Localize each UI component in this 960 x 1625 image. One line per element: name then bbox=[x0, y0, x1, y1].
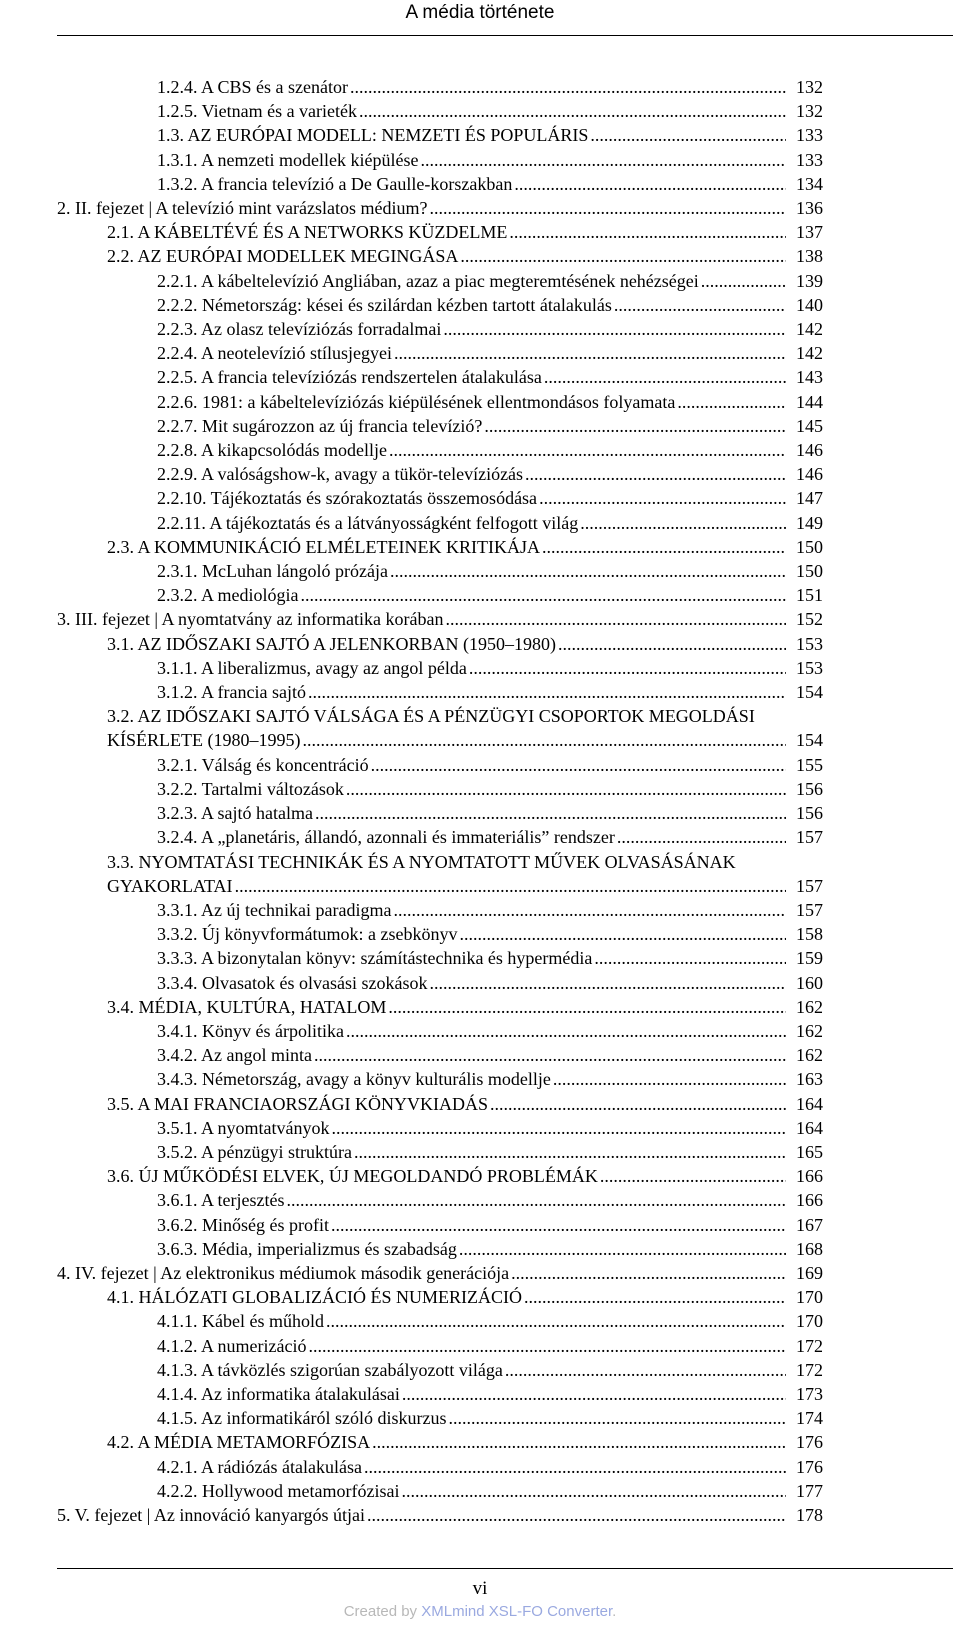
toc-page-number: 157 bbox=[796, 875, 823, 896]
toc-entry-title: 3.2.3. A sajtó hatalma bbox=[157, 803, 313, 824]
toc-page-number: 132 bbox=[796, 101, 823, 122]
credit-suffix: . bbox=[612, 1603, 617, 1620]
toc-entry-title: 3.5.2. A pénzügyi struktúra bbox=[157, 1141, 352, 1162]
toc-page-number: 174 bbox=[796, 1408, 823, 1429]
toc-entry[interactable] bbox=[57, 123, 823, 147]
converter-credit bbox=[0, 1601, 960, 1623]
toc-page-number: 176 bbox=[796, 1432, 823, 1453]
footer-divider bbox=[57, 1568, 953, 1569]
toc-leader-dots bbox=[617, 825, 786, 849]
toc-leader-dots bbox=[443, 317, 786, 341]
toc-entry-title: 3.4.1. Könyv és árpolitika bbox=[157, 1020, 344, 1041]
toc-leader-dots bbox=[301, 583, 787, 607]
toc-entry-title: 2.3.2. A mediológia bbox=[157, 585, 299, 606]
toc-entry[interactable] bbox=[57, 244, 823, 268]
toc-page-number: 139 bbox=[796, 270, 823, 291]
toc-entry[interactable] bbox=[57, 365, 823, 389]
toc-leader-dots bbox=[445, 607, 786, 631]
toc-entry-title: 2.3. A KOMMUNIKÁCIÓ ELMÉLETEINEK KRITIKÁJA bbox=[107, 536, 540, 557]
toc-entry-continuation: KÍSÉRLETE (1980–1995) bbox=[107, 730, 301, 751]
toc-leader-dots bbox=[701, 269, 786, 293]
toc-page-number: 166 bbox=[796, 1166, 823, 1187]
toc-entry[interactable] bbox=[57, 269, 823, 293]
toc-leader-dots bbox=[490, 1092, 786, 1116]
toc-page-number: 170 bbox=[796, 1311, 823, 1332]
toc-entry-title: 3.3.2. Új könyvformátumok: a zsebkönyv bbox=[157, 924, 458, 945]
toc-page-number: 151 bbox=[796, 585, 823, 606]
toc-leader-dots bbox=[401, 1479, 786, 1503]
header-divider bbox=[57, 35, 953, 36]
toc-entry[interactable] bbox=[57, 172, 823, 196]
page-number: vi bbox=[472, 1578, 488, 1599]
toc-entry[interactable] bbox=[57, 317, 823, 341]
toc-page-number: 154 bbox=[796, 730, 823, 751]
toc-leader-dots bbox=[558, 632, 786, 656]
toc-leader-dots bbox=[600, 1164, 786, 1188]
toc-leader-dots bbox=[346, 1019, 786, 1043]
toc-entry[interactable] bbox=[57, 148, 823, 172]
toc-entry[interactable] bbox=[57, 1309, 823, 1333]
toc-entry-title: 2.1. A KÁBELTÉVÉ ÉS A NETWORKS KÜZDELME bbox=[107, 222, 508, 243]
toc-entry-title[interactable]: 3.3. NYOMTATÁSI TECHNIKÁK ÉS A NYOMTATOTT MŰVEK OLVASÁSÁNAK bbox=[107, 851, 736, 872]
toc-entry[interactable] bbox=[57, 535, 823, 559]
toc-entry[interactable] bbox=[57, 632, 823, 656]
toc-leader-dots bbox=[402, 1382, 786, 1406]
toc-page-number: 156 bbox=[796, 778, 823, 799]
toc-leader-dots bbox=[509, 220, 786, 244]
toc-entry-title: 2.2.2. Németország: kései és szilárdan kézben tartott átalakulás bbox=[157, 294, 612, 315]
toc-entry-title: 2.2.9. A valóságshow-k, avagy a tükör-televíziózás bbox=[157, 464, 524, 485]
toc-page-number: 149 bbox=[796, 512, 823, 533]
toc-entry[interactable] bbox=[57, 777, 823, 801]
toc-entry[interactable] bbox=[57, 293, 823, 317]
toc-leader-dots bbox=[553, 1067, 786, 1091]
toc-entry[interactable] bbox=[57, 583, 823, 607]
toc-page-number: 166 bbox=[796, 1190, 823, 1211]
toc-page-number: 132 bbox=[796, 77, 823, 97]
toc-entry-title: 2.2.5. A francia televíziózás rendszertelen átalakulása bbox=[157, 367, 542, 388]
toc-entry-title: 3.2.2. Tartalmi változások bbox=[157, 778, 344, 799]
toc-entry-title: 3.6.3. Média, imperializmus és szabadság bbox=[157, 1238, 457, 1259]
toc-entry[interactable] bbox=[57, 946, 823, 970]
toc-leader-dots bbox=[354, 1140, 786, 1164]
toc-page-number: 152 bbox=[796, 609, 823, 630]
toc-leader-dots bbox=[677, 390, 786, 414]
toc-page-number: 154 bbox=[796, 682, 823, 703]
toc-entry-title: 3.5.1. A nyomtatványok bbox=[157, 1117, 330, 1138]
toc-leader-dots bbox=[614, 293, 786, 317]
toc-entry-title: 4.2. A MÉDIA METAMORFÓZISA bbox=[107, 1432, 371, 1453]
toc-leader-dots bbox=[367, 1503, 786, 1527]
toc-leader-dots bbox=[594, 946, 786, 970]
toc-entry-title: 1.2.5. Vietnam és a varieték bbox=[157, 101, 358, 122]
running-header bbox=[0, 0, 960, 26]
toc-entry[interactable] bbox=[57, 1455, 823, 1479]
toc-page-number: 170 bbox=[796, 1287, 823, 1308]
toc-entry-title: 2.2.7. Mit sugározzon az új francia televízió? bbox=[157, 415, 483, 436]
toc-page-number: 155 bbox=[796, 754, 823, 775]
toc-leader-dots bbox=[315, 801, 786, 825]
toc-entry[interactable] bbox=[57, 414, 823, 438]
toc-page-number: 150 bbox=[796, 536, 823, 557]
toc-entry[interactable] bbox=[57, 390, 823, 414]
toc-entry-title: 2.3.1. McLuhan lángoló prózája bbox=[157, 561, 388, 582]
toc-page-number: 142 bbox=[796, 343, 823, 364]
toc-leader-dots bbox=[459, 1237, 786, 1261]
toc-entry-title: 3.4.2. Az angol minta bbox=[157, 1045, 312, 1066]
toc-page-number: 134 bbox=[796, 173, 823, 194]
toc-entry-title: 3.3.1. Az új technikai paradigma bbox=[157, 899, 392, 920]
toc-leader-dots bbox=[429, 196, 786, 220]
toc-page-number: 163 bbox=[796, 1069, 823, 1090]
toc-page-number: 136 bbox=[796, 198, 823, 219]
toc-entry[interactable] bbox=[57, 559, 823, 583]
toc-entry-title: 2.2.10. Tájékoztatás és szórakoztatás összemosódása bbox=[157, 488, 538, 509]
toc-leader-dots bbox=[314, 1043, 786, 1067]
toc-page-number: 162 bbox=[796, 996, 823, 1017]
credit-brand-link[interactable]: XMLmind XSL-FO Converter bbox=[421, 1603, 613, 1620]
toc-leader-dots bbox=[302, 728, 786, 752]
toc-leader-dots bbox=[420, 148, 786, 172]
toc-leader-dots bbox=[371, 753, 786, 777]
table-of-contents bbox=[57, 75, 823, 1527]
toc-page-number: 158 bbox=[796, 924, 823, 945]
toc-entry[interactable] bbox=[57, 1237, 823, 1261]
toc-page-number: 146 bbox=[796, 440, 823, 461]
toc-entry-title: 4.1.5. Az informatikáról szóló diskurzus bbox=[157, 1408, 447, 1429]
toc-entry[interactable] bbox=[57, 1285, 823, 1309]
toc-leader-dots bbox=[389, 438, 786, 462]
toc-entry-title: 3.6. ÚJ MŰKÖDÉSI ELVEK, ÚJ MEGOLDANDÓ PROBLÉMÁK bbox=[107, 1166, 598, 1187]
toc-entry[interactable] bbox=[57, 1067, 823, 1091]
toc-leader-dots bbox=[505, 1358, 786, 1382]
toc-entry[interactable] bbox=[57, 1406, 823, 1430]
toc-entry-title: 3.6.1. A terjesztés bbox=[157, 1190, 285, 1211]
toc-entry-title: 4.2.2. Hollywood metamorfózisai bbox=[157, 1480, 400, 1501]
toc-entry-title: 4.1.1. Kábel és műhold bbox=[157, 1311, 324, 1332]
toc-entry[interactable] bbox=[57, 1043, 823, 1067]
toc-leader-dots bbox=[484, 414, 786, 438]
toc-page-number: 146 bbox=[796, 464, 823, 485]
toc-entry[interactable] bbox=[57, 438, 823, 462]
toc-page-number: 160 bbox=[796, 972, 823, 993]
toc-entry-title: 1.3.2. A francia televízió a De Gaulle-korszakban bbox=[157, 173, 513, 194]
toc-page-number: 133 bbox=[796, 125, 823, 146]
toc-page-number: 133 bbox=[796, 149, 823, 170]
toc-entry-title: 2.2. AZ EURÓPAI MODELLEK MEGINGÁSA bbox=[107, 246, 459, 267]
toc-leader-dots bbox=[372, 1430, 786, 1454]
toc-entry-title: 3.1. AZ IDŐSZAKI SAJTÓ A JELENKORBAN (1950–1980) bbox=[107, 633, 556, 654]
toc-leader-dots bbox=[390, 559, 786, 583]
toc-entry-title: 4.1.4. Az informatika átalakulásai bbox=[157, 1383, 400, 1404]
toc-entry-title: 2.2.11. A tájékoztatás és a látványosságként felfogott világ bbox=[157, 512, 579, 533]
toc-entry[interactable] bbox=[57, 341, 823, 365]
toc-entry-title: 3.4. MÉDIA, KULTÚRA, HATALOM bbox=[107, 996, 387, 1017]
toc-entry-title: 1.3.1. A nemzeti modellek kiépülése bbox=[157, 149, 419, 170]
toc-page-number: 172 bbox=[796, 1335, 823, 1356]
toc-page-number: 147 bbox=[796, 488, 823, 509]
toc-entry[interactable] bbox=[57, 486, 823, 510]
toc-entry-continuation: GYAKORLATAI bbox=[107, 875, 233, 896]
toc-entry[interactable] bbox=[57, 1188, 823, 1212]
toc-leader-dots bbox=[346, 777, 786, 801]
toc-entry-title: 1.2.4. A CBS és a szenátor bbox=[157, 77, 348, 97]
toc-page-number: 153 bbox=[796, 633, 823, 654]
toc-entry[interactable] bbox=[57, 874, 823, 898]
toc-entry[interactable] bbox=[57, 1164, 823, 1188]
toc-leader-dots bbox=[542, 535, 786, 559]
toc-entry-title: 2.2.1. A kábeltelevízió Angliában, azaz a piac megteremtésének nehézségei bbox=[157, 270, 699, 291]
toc-leader-dots bbox=[514, 172, 786, 196]
toc-leader-dots bbox=[308, 1334, 786, 1358]
toc-page-number: 143 bbox=[796, 367, 823, 388]
toc-page-number: 167 bbox=[796, 1214, 823, 1235]
toc-entry[interactable] bbox=[57, 753, 823, 777]
toc-entry[interactable] bbox=[57, 75, 823, 99]
toc-entry[interactable] bbox=[57, 1261, 823, 1285]
toc-page-number: 162 bbox=[796, 1020, 823, 1041]
toc-page-number: 169 bbox=[796, 1262, 823, 1283]
toc-entry[interactable] bbox=[57, 656, 823, 680]
toc-page-number: 140 bbox=[796, 294, 823, 315]
toc-leader-dots bbox=[393, 898, 786, 922]
toc-entry[interactable] bbox=[57, 995, 823, 1019]
toc-entry[interactable] bbox=[57, 971, 823, 995]
toc-entry-title: 3.5. A MAI FRANCIAORSZÁGI KÖNYVKIADÁS bbox=[107, 1093, 489, 1114]
toc-entry-title: 4.1. HÁLÓZATI GLOBALIZÁCIÓ ÉS NUMERIZÁCIÓ bbox=[107, 1287, 522, 1308]
toc-leader-dots bbox=[511, 1261, 786, 1285]
toc-leader-dots bbox=[388, 995, 786, 1019]
toc-entry[interactable] bbox=[57, 898, 823, 922]
toc-entry-title: 2.2.3. Az olasz televíziózás forradalmai bbox=[157, 319, 442, 340]
toc-entry[interactable] bbox=[57, 462, 823, 486]
toc-leader-dots bbox=[590, 123, 786, 147]
toc-entry-title: 2.2.8. A kikapcsolódás modellje bbox=[157, 440, 387, 461]
toc-leader-dots bbox=[394, 341, 786, 365]
toc-leader-dots bbox=[539, 486, 786, 510]
toc-entry[interactable] bbox=[57, 1116, 823, 1140]
toc-entry[interactable] bbox=[57, 1358, 823, 1382]
toc-leader-dots bbox=[429, 971, 786, 995]
toc-entry[interactable] bbox=[57, 1334, 823, 1358]
toc-page-number: 150 bbox=[796, 561, 823, 582]
toc-leader-dots bbox=[308, 680, 786, 704]
credit-prefix: Created by bbox=[343, 1603, 422, 1620]
toc-page-number: 164 bbox=[796, 1117, 823, 1138]
toc-leader-dots bbox=[525, 462, 786, 486]
toc-entry-title: 3.4.3. Németország, avagy a könyv kulturális modellje bbox=[157, 1069, 551, 1090]
toc-entry[interactable] bbox=[57, 99, 823, 123]
toc-page-number: 137 bbox=[796, 222, 823, 243]
toc-entry[interactable] bbox=[57, 1140, 823, 1164]
toc-page-number: 157 bbox=[796, 827, 823, 848]
toc-entry[interactable] bbox=[57, 1092, 823, 1116]
toc-leader-dots bbox=[332, 1116, 787, 1140]
toc-entry[interactable] bbox=[57, 1019, 823, 1043]
toc-leader-dots bbox=[580, 511, 786, 535]
header-title: A média története bbox=[405, 2, 555, 23]
toc-page-number: 144 bbox=[796, 391, 823, 412]
toc-entry-title: 5. V. fejezet | Az innováció kanyargós útjai bbox=[57, 1504, 366, 1525]
toc-page-number: 178 bbox=[796, 1504, 823, 1525]
toc-page-number: 172 bbox=[796, 1359, 823, 1380]
toc-entry-title: 3.2.4. A „planetáris, állandó, azonnali és immateriális” rendszer bbox=[157, 827, 615, 848]
toc-entry[interactable] bbox=[57, 801, 823, 825]
toc-entry[interactable] bbox=[57, 922, 823, 946]
toc-page-number: 168 bbox=[796, 1238, 823, 1259]
toc-entry-title: 4. IV. fejezet | Az elektronikus médiumok második generációja bbox=[57, 1262, 510, 1283]
toc-entry-title: 2.2.6. 1981: a kábeltelevíziózás kiépülésének ellentmondásos folyamata bbox=[157, 391, 676, 412]
toc-entry-title: 3.1.1. A liberalizmus, avagy az angol példa bbox=[157, 657, 467, 678]
toc-entry-title: 3.2.1. Válság és koncentráció bbox=[157, 754, 369, 775]
toc-leader-dots bbox=[364, 1455, 786, 1479]
toc-entry-title: 3.3.3. A bizonytalan könyv: számítástechnika és hypermédia bbox=[157, 948, 593, 969]
toc-page-number: 159 bbox=[796, 948, 823, 969]
toc-entry[interactable] bbox=[57, 680, 823, 704]
toc-entry-title: 4.1.3. A távközlés szigorúan szabályozott világa bbox=[157, 1359, 503, 1380]
toc-page-number: 138 bbox=[796, 246, 823, 267]
toc-page-number: 173 bbox=[796, 1383, 823, 1404]
toc-entry-title: 3.1.2. A francia sajtó bbox=[157, 682, 306, 703]
toc-page-number: 153 bbox=[796, 657, 823, 678]
toc-entry[interactable] bbox=[57, 1213, 823, 1237]
toc-entry-title: 3. III. fejezet | A nyomtatvány az informatika korában bbox=[57, 609, 444, 630]
toc-page-number: 156 bbox=[796, 803, 823, 824]
toc-page-number: 176 bbox=[796, 1456, 823, 1477]
toc-entry[interactable] bbox=[57, 728, 823, 752]
toc-leader-dots bbox=[459, 922, 786, 946]
toc-entry-title: 3.3.4. Olvasatok és olvasási szokások bbox=[157, 972, 428, 993]
toc-page-number: 164 bbox=[796, 1093, 823, 1114]
toc-leader-dots bbox=[524, 1285, 786, 1309]
toc-entry[interactable] bbox=[57, 1430, 823, 1454]
toc-entry[interactable] bbox=[57, 220, 823, 244]
toc-entry[interactable] bbox=[57, 1382, 823, 1406]
toc-entry-title: 4.2.1. A rádiózás átalakulása bbox=[157, 1456, 362, 1477]
toc-leader-dots bbox=[235, 874, 786, 898]
toc-leader-dots bbox=[448, 1406, 786, 1430]
toc-page-number: 177 bbox=[796, 1480, 823, 1501]
toc-entry-title: 3.6.2. Minőség és profit bbox=[157, 1214, 329, 1235]
toc-entry-title[interactable]: 3.2. AZ IDŐSZAKI SAJTÓ VÁLSÁGA ÉS A PÉNZÜGYI CSOPORTOK MEGOLDÁSI bbox=[107, 706, 755, 727]
toc-entry[interactable] bbox=[57, 825, 823, 849]
toc-leader-dots bbox=[469, 656, 786, 680]
toc-entry[interactable] bbox=[57, 1503, 823, 1527]
toc-entry[interactable] bbox=[57, 607, 823, 631]
toc-leader-dots bbox=[331, 1213, 786, 1237]
toc-leader-dots bbox=[460, 244, 786, 268]
toc-leader-dots bbox=[544, 365, 786, 389]
toc-page-number: 162 bbox=[796, 1045, 823, 1066]
toc-entry[interactable] bbox=[57, 1479, 823, 1503]
toc-entry-title: 2. II. fejezet | A televízió mint varázslatos médium? bbox=[57, 198, 428, 219]
toc-page-number: 142 bbox=[796, 319, 823, 340]
toc-page-number: 145 bbox=[796, 415, 823, 436]
toc-page-number: 157 bbox=[796, 899, 823, 920]
toc-entry-title: 4.1.2. A numerizáció bbox=[157, 1335, 307, 1356]
toc-page-number: 165 bbox=[796, 1141, 823, 1162]
toc-entry[interactable] bbox=[57, 511, 823, 535]
toc-leader-dots bbox=[350, 75, 786, 99]
toc-leader-dots bbox=[326, 1309, 786, 1333]
toc-entry[interactable] bbox=[57, 196, 823, 220]
toc-leader-dots bbox=[359, 99, 786, 123]
toc-entry-title: 1.3. AZ EURÓPAI MODELL: NEMZETI ÉS POPULÁRIS bbox=[157, 125, 589, 146]
toc-leader-dots bbox=[286, 1188, 786, 1212]
toc-entry-title: 2.2.4. A neotelevízió stílusjegyei bbox=[157, 343, 392, 364]
